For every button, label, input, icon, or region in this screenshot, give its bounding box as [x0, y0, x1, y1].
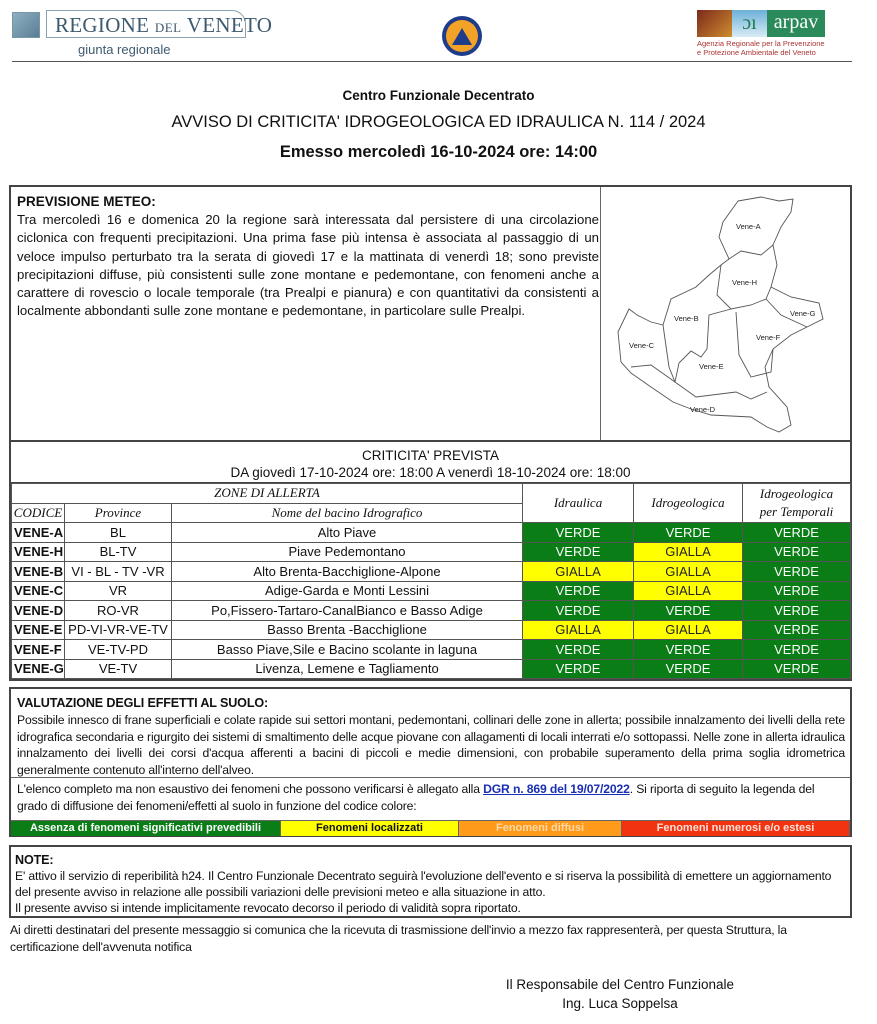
meteo-forecast-box	[9, 185, 852, 442]
svg-text:Vene-E: Vene-E	[699, 362, 724, 371]
idrogeologica-header: Idrogeologica	[634, 484, 743, 523]
effetti-description	[17, 695, 845, 779]
zone-di-allerta-header: ZONE DI ALLERTA	[12, 484, 523, 504]
office-title: Centro Funzionale Decentrato	[342, 88, 535, 103]
table-row	[12, 562, 851, 582]
svg-text:Vene-A: Vene-A	[736, 222, 761, 231]
temporali-header: Idrogeologica per Temporali	[743, 484, 851, 523]
idraulica-level: VERDE	[523, 542, 634, 562]
svg-text:Vene-C: Vene-C	[629, 341, 655, 350]
fax-notice: Ai diretti destinatari del presente messaggio si comunica che la ricevuta di trasmissione dell'invio a mezzo fax rappresenterà, per questa Struttura, la certificazione dell'avvenuta notifica	[10, 923, 787, 954]
lion-emblem-icon	[12, 12, 40, 38]
zone-province: BL	[65, 523, 172, 543]
zone-code: VENE-B	[12, 562, 65, 582]
idrogeologica-level: VERDE	[634, 640, 743, 660]
note-line-1: E' attivo il servizio di reperibilità h24. Il Centro Funzionale Decentrato seguirà l'evoluzione dell'evento e si riserva la possibilità di emettere un aggiornamento del presente avviso in relazione alle possibili variazioni delle previsioni meteo e alla situazione in atto.	[15, 869, 832, 899]
temporali-level: VERDE	[743, 620, 851, 640]
svg-text:Vene-B: Vene-B	[674, 314, 699, 323]
arpav-caption: Agenzia Regionale per la Prevenzione e Protezione Ambientale del Veneto	[697, 39, 825, 57]
svg-text:Vene-F: Vene-F	[756, 333, 781, 342]
idrogeologica-level: GIALLA	[634, 620, 743, 640]
signature-block	[470, 975, 770, 1013]
temporali-level: VERDE	[743, 659, 851, 679]
temporali-level: VERDE	[743, 640, 851, 660]
header-rule-right	[437, 61, 852, 62]
temporali-level: VERDE	[743, 601, 851, 621]
lion-emblem-icon	[697, 10, 732, 37]
alert-zones-table	[11, 483, 851, 679]
arpav-wordmark: arpav	[767, 10, 825, 37]
zone-province: VE-TV-PD	[65, 640, 172, 660]
idraulica-level: VERDE	[523, 640, 634, 660]
zone-province: PD-VI-VR-VE-TV	[65, 620, 172, 640]
alert-zones-map	[600, 187, 853, 440]
zone-basin: Po,Fissero-Tartaro-CanalBianco e Basso Adige	[172, 601, 523, 621]
idraulica-header: Idraulica	[523, 484, 634, 523]
province-header: Province	[65, 503, 172, 523]
idraulica-level: GIALLA	[523, 562, 634, 582]
idraulica-level: GIALLA	[523, 620, 634, 640]
temporali-level: VERDE	[743, 523, 851, 543]
dgr-link[interactable]: DGR n. 869 del 19/07/2022	[483, 782, 630, 796]
bacino-header: Nome del bacino Idrografico	[172, 503, 523, 523]
region-subtitle: giunta regionale	[78, 42, 171, 57]
signature-name: Ing. Luca Soppelsa	[562, 996, 678, 1011]
meteo-text: Tra mercoledì 16 e domenica 20 la regione sarà interessata dal persistere di una circolazione ciclonica con frequenti precipitazioni. Una prima fase più intensa è associata al passaggio di un veloce impulso perturbato tra la serata di giovedì 17 e la mattinata di venerdì 18; sono previste precipitazioni diffuse, più consistenti sulle zone montane e pedemontane, con fenomeni anche a carattere di rovescio o locale temporale (tra Prealpi e pianura) e con quantitativi da consistenti a localmente abbondanti sulle zone montane e pedemontane, in particolare sulle Prealpi.	[17, 212, 599, 319]
legend-item: Fenomeni localizzati	[281, 821, 459, 836]
signature-role: Il Responsabile del Centro Funzionale	[505, 977, 735, 992]
table-row	[12, 640, 851, 660]
idrogeologica-level: VERDE	[634, 659, 743, 679]
table-row	[12, 581, 851, 601]
table-row	[12, 542, 851, 562]
arpav-mark-icon: ɔı	[732, 10, 767, 37]
zone-province: VR	[65, 581, 172, 601]
idraulica-level: VERDE	[523, 523, 634, 543]
codice-header: CODICE	[12, 503, 65, 523]
zone-code: VENE-H	[12, 542, 65, 562]
table-row	[12, 620, 851, 640]
note-box	[9, 845, 852, 918]
effetti-text: Possibile innesco di frane superficiali e colate rapide sui settori montani, pedemontani, collinari delle zone in allerta; possibile innalzamento dei livelli della rete idrografica secondaria e rigurgito dei sistemi di smaltimento delle acque piovane con allagamenti di locali interrati e/o sottopassi. Nelle zone in allerta idraulica innalzamento dei livelli dei corsi d'acqua afferenti a bacini di piccoli e medie dimensioni, con probabile superamento della prima soglia idrometrica generalmente contenuto all'interno dell'alveo.	[17, 712, 845, 778]
note-heading: NOTE:	[15, 853, 54, 867]
zone-code: VENE-A	[12, 523, 65, 543]
zone-code: VENE-D	[12, 601, 65, 621]
table-row	[12, 659, 851, 679]
legend-item: Fenomeni numerosi e/o estesi	[622, 821, 850, 836]
temporali-level: VERDE	[743, 542, 851, 562]
zone-basin: Piave Pedemontano	[172, 542, 523, 562]
effetti-heading: VALUTAZIONE DEGLI EFFETTI AL SUOLO:	[17, 696, 269, 710]
effetti-separator	[11, 777, 850, 778]
note-line-2: Il presente avviso si intende implicitamente revocato decorso il periodo di validità sopra riportato.	[15, 901, 521, 915]
zone-province: BL-TV	[65, 542, 172, 562]
zone-basin: Adige-Garda e Monti Lessini	[172, 581, 523, 601]
zone-basin: Basso Brenta -Bacchiglione	[172, 620, 523, 640]
idraulica-level: VERDE	[523, 581, 634, 601]
effetti-al-suolo-box	[9, 687, 852, 837]
zone-province: RO-VR	[65, 601, 172, 621]
idrogeologica-level: GIALLA	[634, 542, 743, 562]
zone-code: VENE-E	[12, 620, 65, 640]
zone-code: VENE-F	[12, 640, 65, 660]
zone-basin: Alto Piave	[172, 523, 523, 543]
criticita-title: CRITICITA' PREVISTA	[361, 448, 500, 463]
arpav-logo	[697, 10, 825, 57]
zone-basin: Basso Piave,Sile e Bacino scolante in laguna	[172, 640, 523, 660]
meteo-heading: PREVISIONE METEO:	[17, 194, 156, 209]
criticita-table-box	[9, 442, 852, 681]
notice-title: AVVISO DI CRITICITA' IDROGEOLOGICA ED IDRAULICA N. 114 / 2024	[171, 113, 706, 131]
note-content	[15, 852, 847, 916]
zone-province: VI - BL - TV -VR	[65, 562, 172, 582]
idrogeologica-level: VERDE	[634, 523, 743, 543]
protezione-civile-logo-icon	[442, 16, 482, 56]
svg-text:Vene-H: Vene-H	[732, 278, 758, 287]
zone-code: VENE-G	[12, 659, 65, 679]
criticita-header	[11, 442, 850, 483]
idrogeologica-level: VERDE	[634, 601, 743, 621]
temporali-level: VERDE	[743, 581, 851, 601]
idrogeologica-level: GIALLA	[634, 562, 743, 582]
criticita-period: DA giovedì 17-10-2024 ore: 18:00 A venerdì 18-10-2024 ore: 18:00	[230, 465, 631, 480]
table-row	[12, 601, 851, 621]
svg-text:Vene-G: Vene-G	[790, 309, 816, 318]
idraulica-level: VERDE	[523, 601, 634, 621]
zone-code: VENE-C	[12, 581, 65, 601]
legend-item: Fenomeni diffusi	[459, 821, 622, 836]
zone-basin: Livenza, Lemene e Tagliamento	[172, 659, 523, 679]
region-name: REGIONE DEL VENETO	[46, 10, 246, 38]
zone-province: VE-TV	[65, 659, 172, 679]
issue-date: Emesso mercoledì 16-10-2024 ore: 14:00	[279, 143, 598, 161]
meteo-forecast	[17, 193, 599, 320]
color-legend	[11, 820, 850, 836]
header-rule-left	[12, 61, 437, 62]
table-row	[12, 523, 851, 543]
legend-item: Assenza di fenomeni significativi prevedibili	[11, 821, 281, 836]
effetti-reference: L'elenco completo ma non esaustivo dei fenomeni che possono verificarsi è allegato alla DGR n. 869 del 19/07/2022. Si riporta di seguito la legenda del grado di diffusione dei fenomeni/effetti al suolo in funzione del codice colore:	[17, 782, 815, 813]
idrogeologica-level: GIALLA	[634, 581, 743, 601]
temporali-level: VERDE	[743, 562, 851, 582]
idraulica-level: VERDE	[523, 659, 634, 679]
zone-basin: Alto Brenta-Bacchiglione-Alpone	[172, 562, 523, 582]
veneto-map-icon	[601, 187, 853, 440]
svg-text:Vene-D: Vene-D	[690, 405, 716, 414]
